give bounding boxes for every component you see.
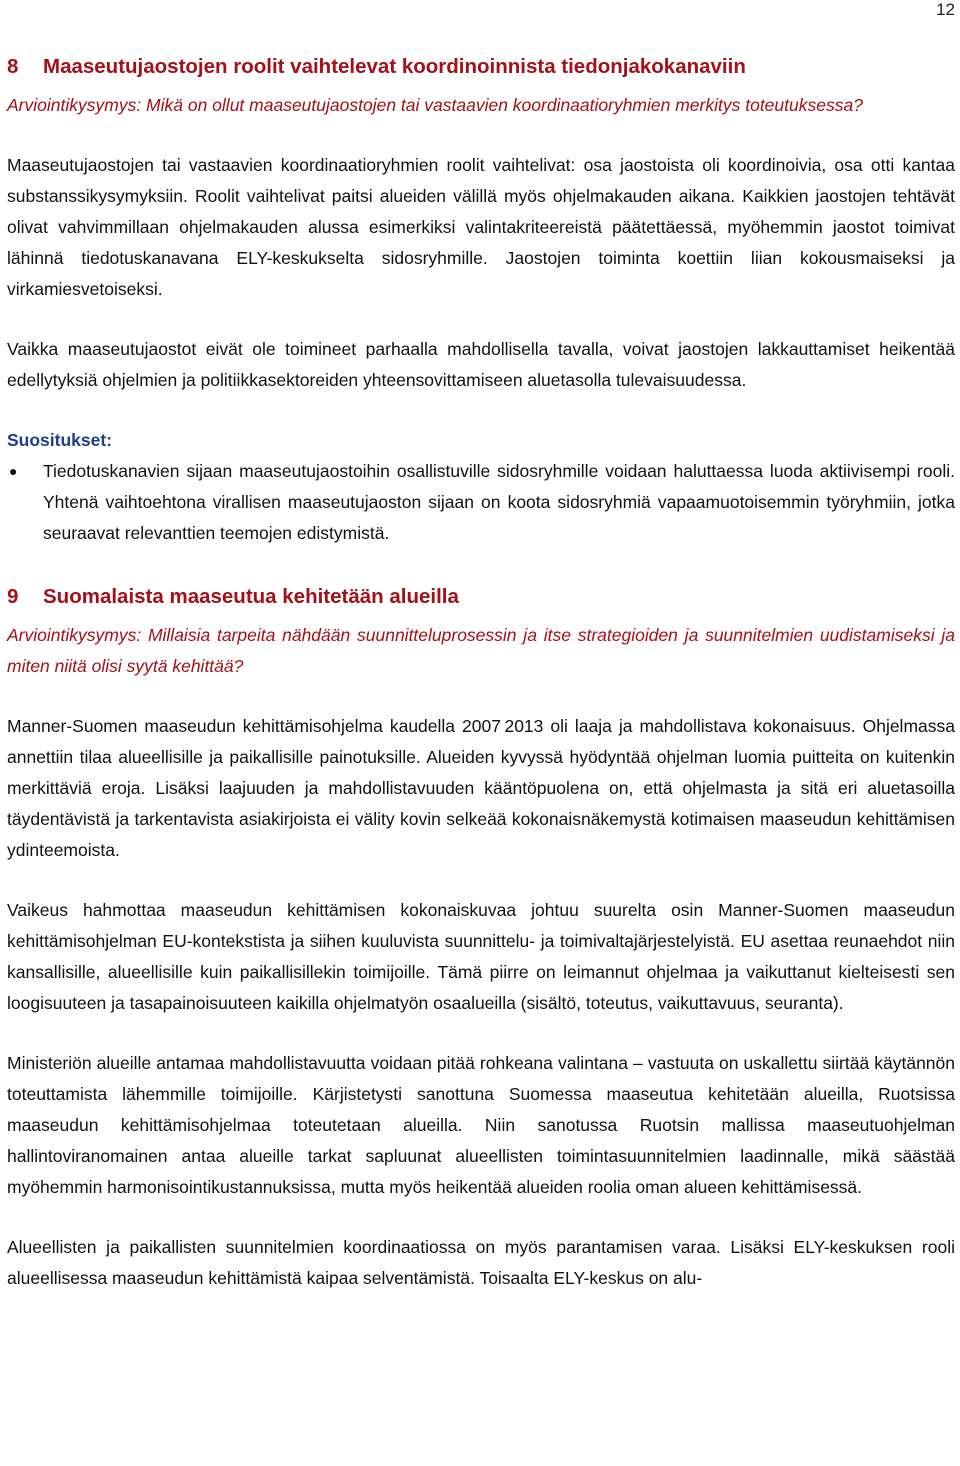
section-8-question: Arviointikysymys: Mikä on ollut maaseutujaostojen tai vastaavien koordinaatioryhmien merkitys toteutuksessa? <box>7 95 863 115</box>
section-9-heading <box>7 583 955 611</box>
section-8-paragraph-1: Maaseutujaostojen tai vastaavien koordinaatioryhmien roolit vaihtelivat: osa jaostoista oli koordinoivia, osa otti kantaa substanssikysymyksiin. Roolit vaihtelivat paitsi alueiden välillä myös ohjelmakauden aikana. Kaikkien jaostojen tehtävät olivat vahvimmillaan ohjelmakauden alussa esimerkiksi valintakriteereistä päätettäessä, myöhemmin jaostot toimivat lähinnä tiedotuskanavana ELY-keskukselta sidosryhmille. Jaostojen toiminta koettiin liian kokousmaiseksi ja virkamiesvetoiseksi. <box>7 155 955 299</box>
section-9-paragraph-2: Vaikeus hahmottaa maaseudun kehittämisen kokonaiskuvaa johtuu suurelta osin Manner-Suomen maaseudun kehittämisohjelman EU-kontekstista ja siihen kuuluvista suunnittelu- ja toimivaltajärjestelyistä. EU asettaa reunaehdot niin kansallisille, alueellisille kuin paikallisillekin toimijoille. Tämä piirre on leimannut ohjelmaa ja vaikuttanut kielteisesti sen loogisuuteen ja tasapainoisuuteen kaikilla ohjelmatyön osaalueilla (sisältö, toteutus, vaikuttavuus, seuranta). <box>7 900 955 1013</box>
page-number: 12 <box>936 0 955 19</box>
page-content <box>7 53 955 1294</box>
section-8-number: 8 <box>7 55 19 78</box>
section-8-heading <box>7 53 955 81</box>
section-9-paragraph-4: Alueellisten ja paikallisten suunnitelmien koordinaatiossa on myös parantamisen varaa. Lisäksi ELY-keskuksen rooli alueellisessa maaseudun kehittämistä kaipaa selventämistä. Toisaalta ELY-keskus on alu- <box>7 1237 955 1288</box>
recommendation-item <box>7 456 955 549</box>
section-9-number: 9 <box>7 585 19 608</box>
section-9-paragraph-1: Manner-Suomen maaseudun kehittämisohjelma kaudella 2007 2013 oli laaja ja mahdollistava kokonaisuus. Ohjelmassa annettiin tilaa alueellisille ja paikallisille painotuksille. Alueiden kyvyssä hyödyntää ohjelman luomia puitteita on kuitenkin merkittäviä eroja. Lisäksi laajuuden ja mahdollistavuuden kääntöpuolena on, että ohjelmasta ja sitä eri aluetasoilla täydentävistä ja tarkentavista asiakirjoista ei välity kovin selkeää kokonaisnäkemystä kotimaisen maaseudun kehittämisen ydinteemoista. <box>7 716 955 860</box>
bullet-icon: ● <box>9 463 18 479</box>
recommendation-text: Tiedotuskanavien sijaan maaseutujaostoihin osallistuville sidosryhmille voidaan haluttaessa luoda aktiivisempi rooli. Yhtenä vaihtoehtona virallisen maaseutujaoston sijaan on koota sidosryhmiä vapaamuotoisemmin työryhmiin, jotka seuraavat relevanttien teemojen edistymistä. <box>43 461 955 543</box>
section-8-paragraph-2: Vaikka maaseutujaostot eivät ole toimineet parhaalla mahdollisella tavalla, voivat jaostojen lakkauttamiset heikentää edellytyksiä ohjelmien ja politiikkasektoreiden yhteensovittamiseen aluetasolla tulevaisuudessa. <box>7 339 955 390</box>
section-8-title: Maaseutujaostojen roolit vaihtelevat koordinoinnista tiedonjakokanaviin <box>43 55 746 78</box>
section-9-question: Arviointikysymys: Millaisia tarpeita nähdään suunnitteluprosessin ja itse strategioiden ja suunnitelmien uudistamiseksi ja miten niitä olisi syytä kehittää? <box>7 625 955 676</box>
section-9-title: Suomalaista maaseutua kehitetään alueilla <box>43 585 459 608</box>
recommendations-list <box>7 456 955 549</box>
recommendations-heading: Suositukset: <box>7 430 113 450</box>
section-9-paragraph-3: Ministeriön alueille antamaa mahdollistavuutta voidaan pitää rohkeana valintana – vastuuta on uskallettu siirtää käytännön toteuttamista lähemmille toimijoille. Kärjistetysti sanottuna Suomessa maaseutua kehitetään alueilla, Ruotsissa maaseudun kehittämisohjelmaa toteutetaan alueilla. Niin sanotussa Ruotsin mallissa maaseutuohjelman hallintoviranomainen antaa alueille tarkat sapluunat alueellisten toimintasuunnitelmien laadinnalle, mikä säästää myöhemmin harmonisointikustannuksissa, mutta myös heikentää alueiden roolia oman alueen kehittämisessä. <box>7 1053 955 1197</box>
